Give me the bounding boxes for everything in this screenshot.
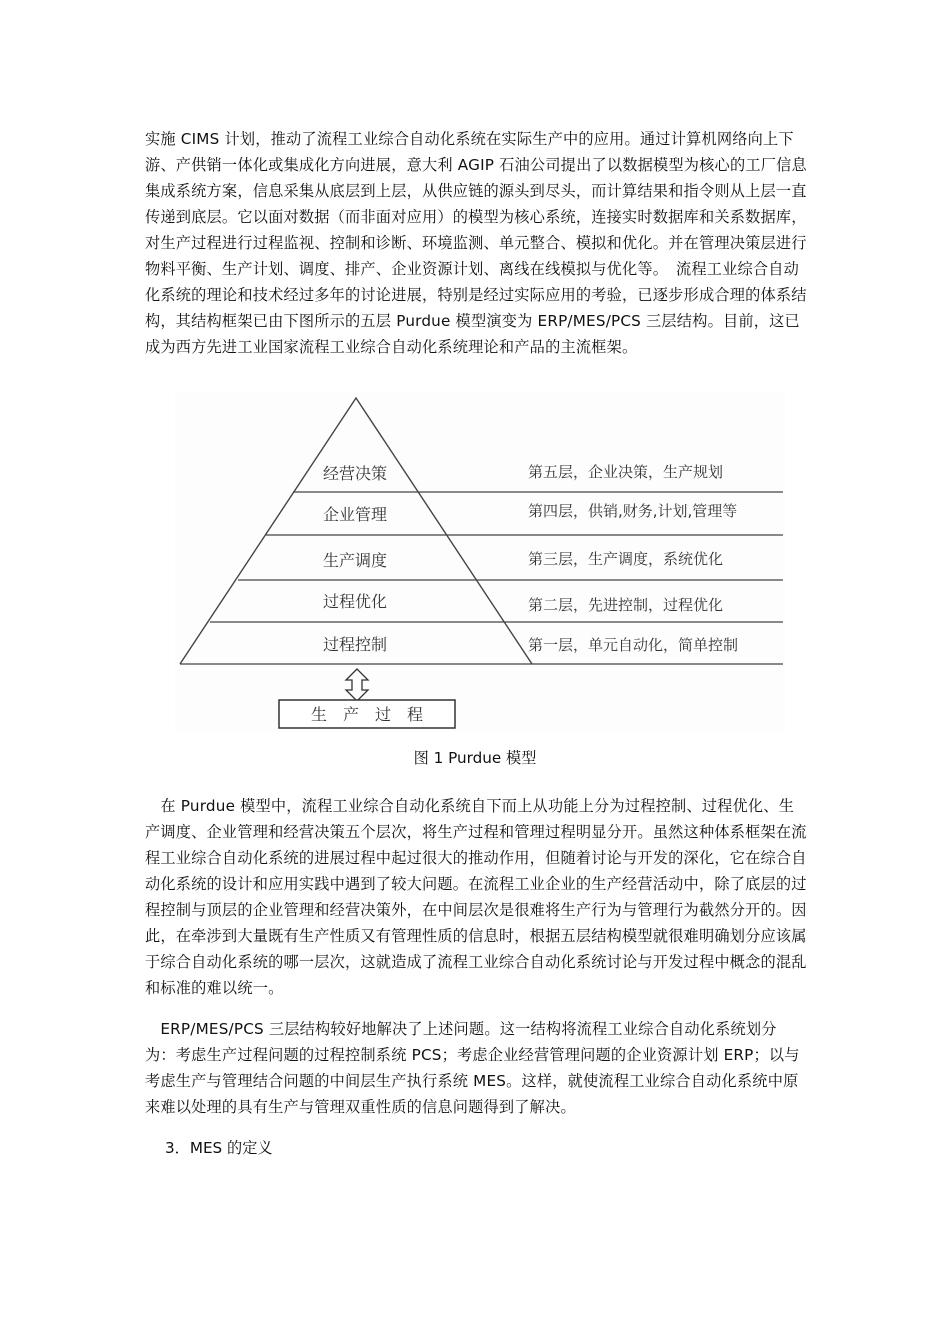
- level-4-name: 企业管理: [322, 505, 388, 524]
- section-heading: 3．MES 的定义: [165, 1139, 273, 1157]
- paragraph-intro: 实施 CIMS 计划，推动了流程工业综合自动化系统在实际生产中的应用。通过计算机网络向上下游、产供销一体化或集成化方向进展，意大利 AGIP 石油公司提出了以数据模型为核心的工厂信息集成系统方案，信息采集从底层到上层，从供应链的源头到尽头，而计算结果和指令则从上层一直传递到底层。它以面对数据（而非面对应用）的模型为核心系统，连接实时数据库和关系数据库，对生产过程进行过程监视、控制和诊断、环境监测、单元整合、模拟和优化。并在管理决策层进行物料平衡、生产计划、调度、排产、企业资源计划、离线在线模拟与优化等。 流程工业综合自动化系统的理论和技术经过多年的讨论进展，特别是经过实际应用的考验，已逐步形成合理的体系结构，其结构框架已由下图所示的五层 Purdue 模型演变为 ERP/MES/PCS 三层结构。目前，这已成为西方先进工业国家流程工业综合自动化系统理论和产品的主流框架。: [145, 130, 807, 356]
- purdue-pyramid-diagram: [175, 392, 785, 732]
- level-4-desc: 第四层，供销,财务,计划,管理等: [528, 502, 738, 520]
- paragraph-three-layer: ERP/MES/PCS 三层结构较好地解决了上述问题。这一结构将流程工业综合自动化系统划分为：考虑生产过程问题的过程控制系统 PCS；考虑企业经营管理问题的企业资源计划 ERP；以与考虑生产与管理结合问题的中间层生产执行系统 MES。这样，就使流程工业综合自动化系统中原来难以处理的具有生产与管理双重性质的信息问题得到了解决。: [145, 1020, 800, 1116]
- level-2-name: 过程优化: [322, 592, 388, 611]
- level-1-desc: 第一层，单元自动化，简单控制: [528, 636, 739, 654]
- level-3-desc: 第三层，生产调度，系统优化: [528, 550, 724, 568]
- level-1-name: 过程控制: [322, 635, 388, 654]
- level-2-desc: 第二层，先进控制，过程优化: [528, 596, 724, 614]
- level-5-desc: 第五层，企业决策，生产规划: [528, 463, 724, 481]
- figure-caption: 图 1 Purdue 模型: [413, 749, 537, 767]
- level-5-name: 经营决策: [322, 464, 388, 483]
- purdue-model-figure: [175, 392, 785, 732]
- level-3-name: 生产调度: [322, 551, 388, 570]
- production-process-label: 生 产 过 程: [310, 705, 424, 724]
- paragraph-purdue: 在 Purdue 模型中，流程工业综合自动化系统自下而上从功能上分为过程控制、过程优化、生产调度、企业管理和经营决策五个层次，将生产过程和管理过程明显分开。虽然这种体系框架在流程工业综合自动化系统的进展过程中起过很大的推动作用，但随着讨论与开发的深化，它在综合自动化系统的设计和应用实践中遇到了较大问题。在流程工业企业的生产经营活动中，除了底层的过程控制与顶层的企业管理和经营决策外，在中间层次是很难将生产行为与管理行为截然分开的。因此，在牵涉到大量既有生产性质又有管理性质的信息时，根据五层结构模型就很难明确划分应该属于综合自动化系统的哪一层次，这就造成了流程工业综合自动化系统讨论与开发过程中概念的混乱和标准的难以统一。: [145, 797, 807, 997]
